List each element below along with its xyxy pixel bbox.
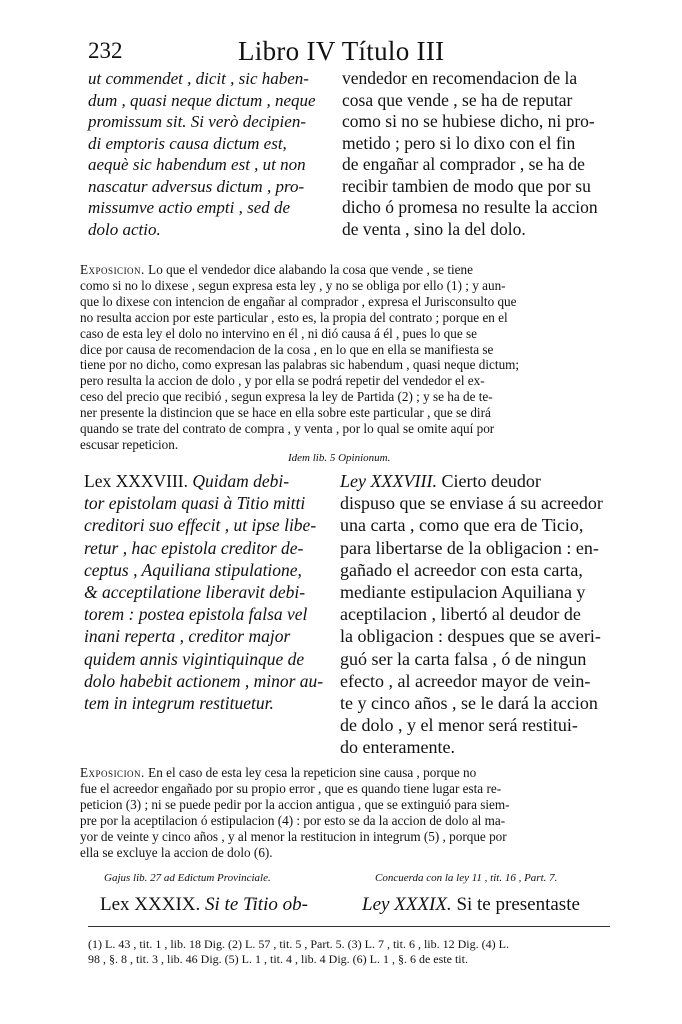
footnotes xyxy=(88,937,628,967)
exposicion-line: quando se trate del contrato de compra , y venta , por lo qual se omite aquí por xyxy=(80,421,495,437)
latin-line: Si te Titio ob- xyxy=(200,894,308,915)
latin-line: ut commendet , dicit , sic haben- xyxy=(88,69,309,88)
spanish-line: para libertarse de la obligacion : en- xyxy=(340,537,599,558)
spanish-line: de venta , sino la del dolo. xyxy=(342,218,526,239)
spanish-line: de engañar al comprador , se ha de xyxy=(342,154,585,174)
exposicion-line: escusar repeticion. xyxy=(80,436,179,452)
exposicion-paragraph-2 xyxy=(80,765,620,860)
latin-line: missumve actio empti , sed de xyxy=(88,198,291,217)
latin-line: tor epistolam quasi à Titio mitti xyxy=(84,493,306,514)
spanish-text-column-3 xyxy=(362,894,580,916)
concordance-note: Concuerda con la ley 11 , tit. 16 , Part. 7. xyxy=(375,872,558,884)
latin-line: ceptus , Aquiliana stipulatione, xyxy=(84,559,302,580)
latin-line: quidem annis vigintiquinque de xyxy=(84,648,305,669)
running-title: Libro IV Título III xyxy=(238,36,445,66)
latin-line: aequè sic habendum est , ut non xyxy=(88,155,306,174)
spanish-text-column-2 xyxy=(340,470,625,759)
exposicion-line: que lo dixese con intencion de engañar al comprador , expresa el Jurisconsulto que xyxy=(80,293,517,309)
exposicion-line: caso de esta ley el dolo no intervino en él , ni dió causa á él , pues lo que se xyxy=(80,325,477,341)
spanish-line: cosa que vende , se ha de reputar xyxy=(342,89,573,110)
source-attribution: Gajus lib. 27 ad Edictum Provinciale. xyxy=(104,872,271,884)
latin-line: & acceptilatione liberavit debi- xyxy=(84,582,306,603)
page-header xyxy=(88,36,648,66)
spanish-line: como si no se hubiese dicho, ni pro- xyxy=(342,111,595,131)
latin-line: Lex XXXVIII. Quidam debi- xyxy=(84,471,290,491)
exposicion-line: tiene por no dicho, como expresan las palabras sic habendum , quasi neque dictum; xyxy=(80,357,520,373)
spanish-line: una carta , como que era de Ticio, xyxy=(340,515,584,536)
exposicion-line: yor de veinte y cinco años , y al menor la restitucion in integrum (5) , porque por xyxy=(80,828,507,844)
spanish-line: aceptilacion , libertó al deudor de xyxy=(340,604,581,625)
spanish-line: mediante estipulacion Aquiliana y xyxy=(340,582,586,603)
latin-line: di emptoris causa dictum est, xyxy=(88,133,287,153)
latin-line: promissum sit. Si verò decipien- xyxy=(88,112,306,131)
latin-line: retur , hac epistola creditor de- xyxy=(84,537,304,558)
footnote-divider xyxy=(88,926,610,927)
spanish-text-column-1 xyxy=(342,68,624,240)
footnote-line: (1) L. 43 , tit. 1 , lib. 18 Dig. (2) L. 57 , tit. 5 , Part. 5. (3) L. 7 , tit. 6 , lib. 12 Dig. (4) L. xyxy=(88,937,509,951)
footnote-line: 98 , §. 8 , tit. 3 , lib. 46 Dig. (5) L. 1 , tit. 4 , lib. 4 Dig. (6) L. 1 , §. 6 de este tit. xyxy=(88,952,468,966)
exposicion-paragraph-1 xyxy=(80,262,620,453)
exposicion-line: Exposicion. Lo que el vendedor dice alabando la cosa que vende , se tiene xyxy=(80,262,473,277)
spanish-line: metido ; pero si lo dixo con el fin xyxy=(342,132,576,153)
spanish-line: guó ser la carta falsa , ó de ningun xyxy=(340,648,587,669)
latin-line: dolo actio. xyxy=(88,219,161,239)
spanish-line: de dolo , y el menor será restitui- xyxy=(340,715,578,736)
latin-line: dum , quasi neque dictum , neque xyxy=(88,90,316,110)
exposicion-line: no resulta accion por este particular , esto es, la propia del contrato ; porque en el xyxy=(80,309,508,325)
latin-text-column-2 xyxy=(84,470,324,714)
exposicion-line: fue el acreedor engañado por su propio error , que es quando tiene lugar esta re- xyxy=(80,780,502,796)
latin-line: nascatur adversus dictum , pro- xyxy=(88,176,305,196)
source-attribution: Idem lib. 5 Opinionum. xyxy=(288,452,391,464)
spanish-line: gañado el acreedor con esta carta, xyxy=(340,559,583,580)
latin-line: creditori suo effecit , ut ipse libe- xyxy=(84,515,317,536)
spanish-line: vendedor en recomendacion de la xyxy=(342,68,578,88)
exposicion-line: pero resulta la accion de dolo , y por ella se podrá repetir del vendedor el ex- xyxy=(80,373,485,389)
latin-line: torem : postea epistola falsa vel xyxy=(84,604,308,625)
exposicion-line: como si no lo dixese , segun expresa esta ley , y no se obliga por ello (1) ; y aun- xyxy=(80,277,506,293)
exposicion-line: pre por la aceptilacion ó estipulacion (4) : por esto se da la accion de dolo al ma- xyxy=(80,812,506,828)
page-number: 232 xyxy=(88,38,123,63)
exposicion-label: Exposicion. xyxy=(80,765,145,780)
exposicion-label: Exposicion. xyxy=(80,262,145,277)
latin-text-column-1 xyxy=(88,68,328,240)
exposicion-line: ceso del precio que recibió , segun expresa la ley de Partida (2) ; y se ha de te- xyxy=(80,389,493,405)
ley-heading: Ley XXXIX. xyxy=(362,894,452,915)
spanish-line: la obligacion : despues que se averi- xyxy=(340,626,601,647)
spanish-line: Si te presentaste xyxy=(451,894,580,915)
exposicion-line: ner presente la distincion que se hace en ella sobre este particular , que se dirá xyxy=(80,405,491,421)
exposicion-line: dice por causa de recomendacion de la cosa , en lo que en ella se manifiesta se xyxy=(80,341,494,357)
exposicion-line: Exposicion. En el caso de esta ley cesa la repeticion sine causa , porque no xyxy=(80,765,477,780)
spanish-line: do enteramente. xyxy=(340,737,455,758)
spanish-line: recibir tambien de modo que por su xyxy=(342,175,591,196)
spanish-line: dispuso que se enviase á su acreedor xyxy=(340,493,603,514)
latin-line: tem in integrum restituetur. xyxy=(84,693,274,714)
exposicion-line: ella se excluye la accion de dolo (6). xyxy=(80,844,273,860)
exposicion-line: peticion (3) ; ni se puede pedir por la accion antigua , que se extinguió para siem- xyxy=(80,796,510,812)
latin-text-column-3 xyxy=(100,894,308,916)
latin-line: inani reperta , creditor major xyxy=(84,626,291,647)
ley-heading: Ley XXXVIII. xyxy=(340,471,437,491)
lex-heading: Lex XXXVIII. xyxy=(84,471,188,491)
lex-heading: Lex XXXIX. xyxy=(100,894,201,915)
latin-line: dolo habebit actionem , minor au- xyxy=(84,670,324,691)
spanish-line: Ley XXXVIII. Cierto deudor xyxy=(340,471,541,491)
spanish-line: dicho ó promesa no resulte la accion xyxy=(342,197,598,217)
spanish-line: te y cinco años , se le dará la accion xyxy=(340,693,598,714)
spanish-line: efecto , al acreedor mayor de vein- xyxy=(340,670,591,691)
